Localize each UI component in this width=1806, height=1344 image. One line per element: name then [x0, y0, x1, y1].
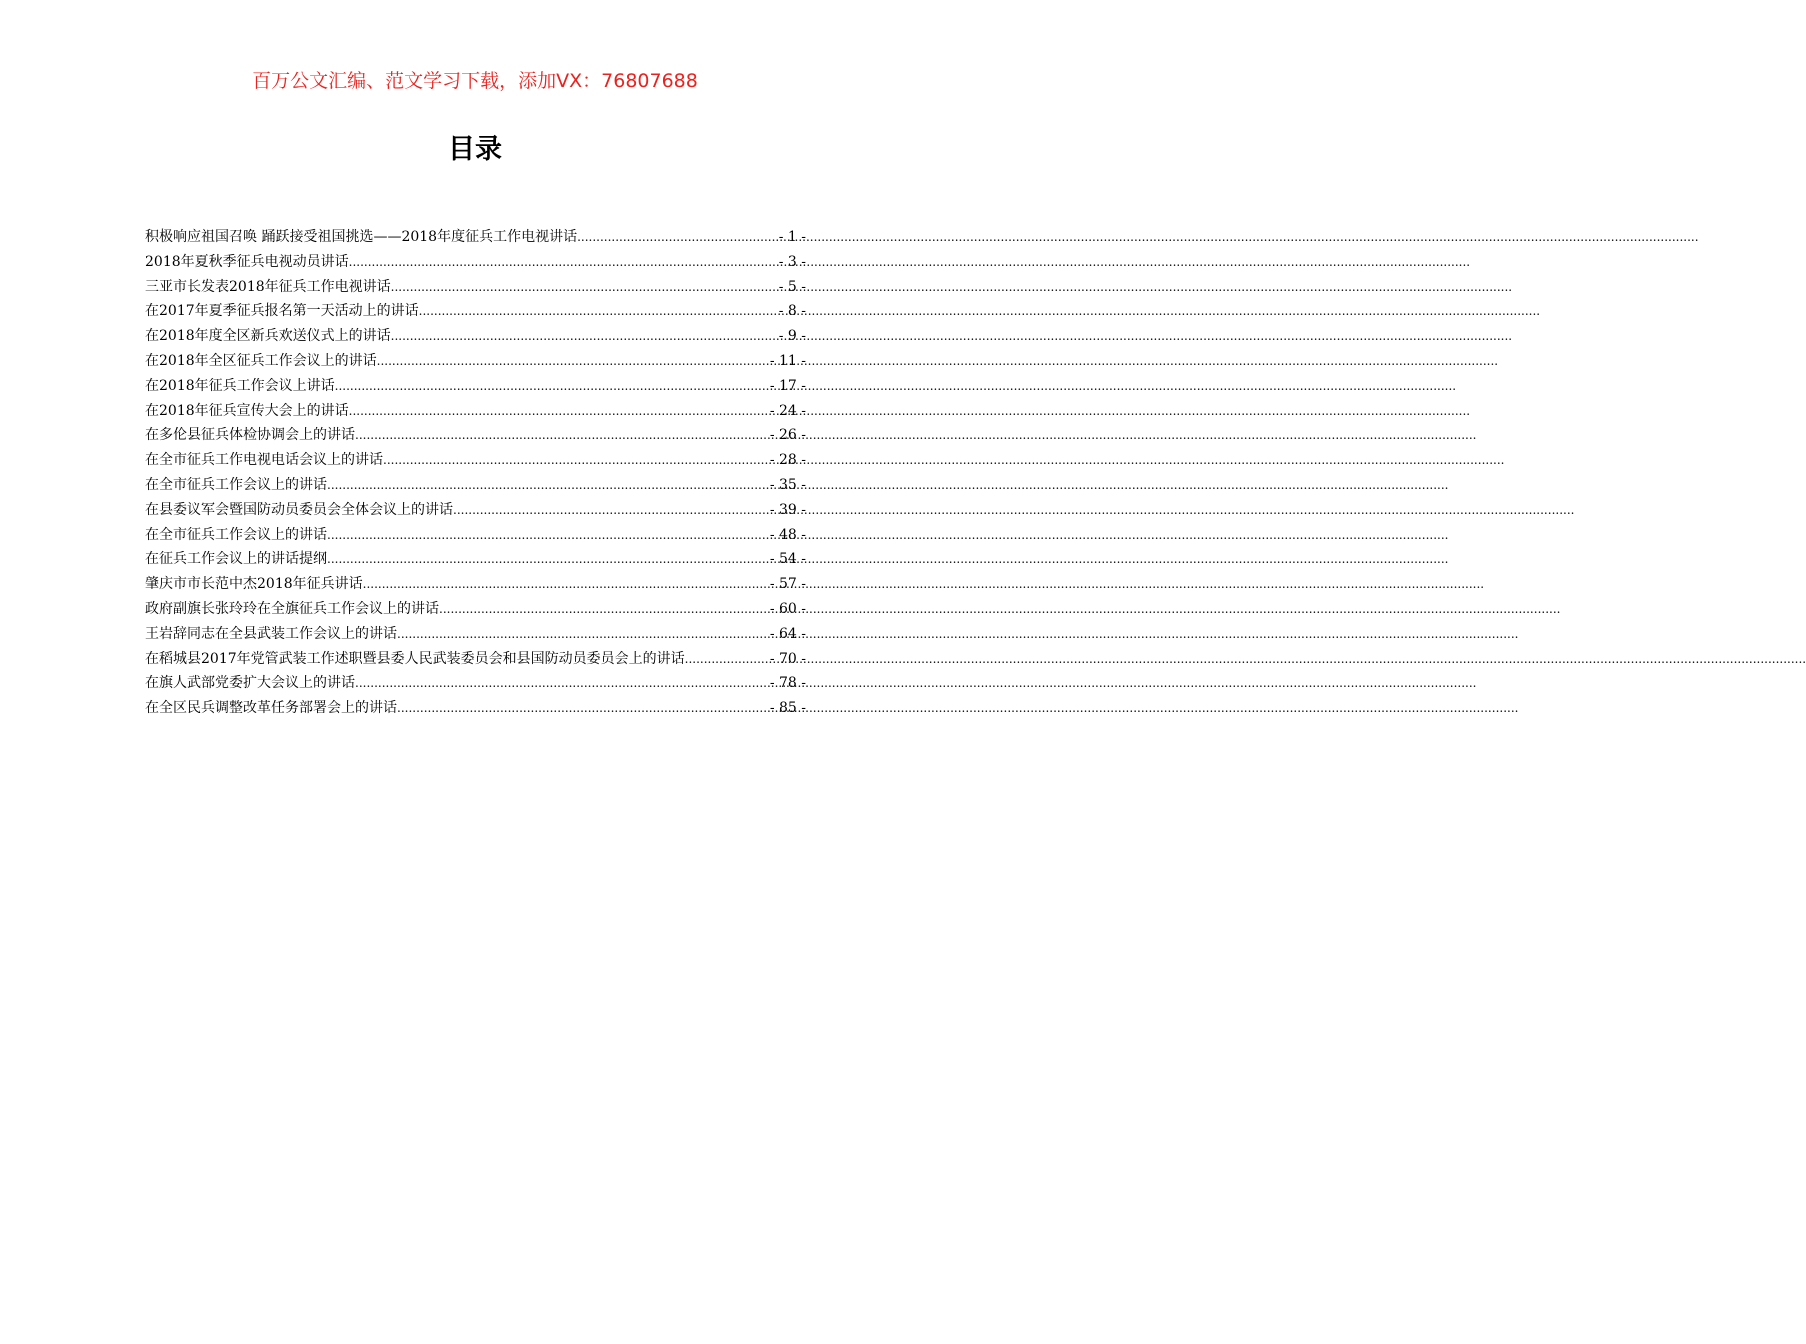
toc-entry-title: 在多伦县征兵体检协调会上的讲话 [145, 427, 355, 444]
header-banner: 百万公文汇编、范文学习下载，添加VX：76807688 [252, 70, 698, 92]
toc-entry[interactable] [145, 399, 806, 424]
toc-entry-page: - 85 - [769, 700, 806, 717]
toc-entry-page: - 78 - [769, 675, 806, 692]
toc-entry-title: 王岩辞同志在全县武装工作会议上的讲话 [145, 625, 397, 642]
toc-entry[interactable] [145, 572, 806, 597]
toc-entry-title: 在全市征兵工作会议上的讲话 [145, 476, 327, 493]
toc-entry-title: 在县委议军会暨国防动员委员会全体会议上的讲话 [145, 501, 453, 518]
toc-leader-dots [391, 324, 778, 349]
toc-entry[interactable] [145, 250, 806, 275]
toc-entry-title: 在2018年征兵宣传大会上的讲话 [145, 402, 349, 419]
toc-entry[interactable] [145, 423, 806, 448]
toc-entry[interactable] [145, 349, 806, 374]
toc-entry[interactable] [145, 523, 806, 548]
toc-entry[interactable] [145, 374, 806, 399]
toc-entry-page: - 26 - [769, 427, 806, 444]
toc-leader-dots [439, 597, 769, 622]
toc-leader-dots [327, 473, 769, 498]
toc-entry[interactable] [145, 225, 806, 250]
toc-leader-dots [327, 523, 769, 548]
toc-entry-page: - 39 - [769, 501, 806, 518]
toc-leader-dots [363, 572, 769, 597]
toc-entry-title: 在2018年度全区新兵欢送仪式上的讲话 [145, 328, 391, 345]
toc-leader-dots [453, 498, 769, 523]
toc-entry-title: 在全市征兵工作会议上的讲话 [145, 526, 327, 543]
toc-entry-page: - 54 - [769, 551, 806, 568]
toc-entry-title: 在2017年夏季征兵报名第一天活动上的讲话 [145, 303, 419, 320]
toc-entry-page: - 5 - [778, 278, 806, 295]
toc-entry-title: 政府副旗长张玲玲在全旗征兵工作会议上的讲话 [145, 600, 439, 617]
toc-entry[interactable] [145, 696, 806, 721]
toc-leader-dots [355, 671, 769, 696]
toc-entry-title: 三亚市长发表2018年征兵工作电视讲话 [145, 278, 391, 295]
toc-entry-page: - 48 - [769, 526, 806, 543]
toc-leader-dots [383, 448, 769, 473]
toc-entry[interactable] [145, 547, 806, 572]
toc-entry-title: 积极响应祖国召唤 踊跃接受祖国挑选——2018年度征兵工作电视讲话 [145, 229, 578, 245]
toc-entry-page: - 8 - [778, 303, 806, 320]
toc-entry[interactable] [145, 299, 806, 324]
toc-entry-title: 在全区民兵调整改革任务部署会上的讲话 [145, 700, 397, 717]
toc-entry[interactable] [145, 275, 806, 300]
toc-entry-title: 在全市征兵工作电视电话会议上的讲话 [145, 452, 383, 469]
toc-entry[interactable] [145, 647, 806, 672]
toc-leader-dots [685, 647, 769, 672]
toc-leader-dots [377, 349, 769, 374]
table-of-contents [145, 225, 806, 721]
toc-leader-dots [349, 250, 778, 275]
toc-entry-title: 在2018年征兵工作会议上讲话 [145, 377, 335, 394]
toc-leader-dots [355, 423, 769, 448]
toc-entry-page: - 1 - [778, 229, 806, 245]
toc-entry-title: 在2018年全区征兵工作会议上的讲话 [145, 352, 377, 369]
toc-leader-dots [397, 696, 769, 721]
toc-entry-page: - 9 - [778, 328, 806, 345]
toc-entry-title: 2018年夏秋季征兵电视动员讲话 [145, 253, 349, 270]
toc-entry-page: - 3 - [778, 253, 806, 270]
toc-entry[interactable] [145, 473, 806, 498]
toc-leader-dots [391, 275, 778, 300]
toc-leader-dots [419, 299, 778, 324]
toc-entry-page: - 64 - [769, 625, 806, 642]
toc-entry-title: 在稻城县2017年党管武装工作述职暨县委人民武装委员会和县国防动员委员会上的讲话 [145, 650, 685, 667]
toc-entry-page: - 17 - [769, 377, 806, 394]
toc-entry-page: - 70 - [769, 650, 806, 667]
toc-entry-title: 肇庆市市长范中杰2018年征兵讲话 [145, 576, 363, 593]
toc-entry-title: 在征兵工作会议上的讲话提纲 [145, 551, 327, 568]
toc-leader-dots [335, 374, 769, 399]
toc-entry[interactable] [145, 597, 806, 622]
page-title: 目录 [448, 134, 502, 165]
toc-entry[interactable] [145, 498, 806, 523]
toc-leader-dots [397, 622, 769, 647]
toc-entry[interactable] [145, 671, 806, 696]
toc-entry-page: - 28 - [769, 452, 806, 469]
toc-entry-page: - 35 - [769, 476, 806, 493]
toc-entry[interactable] [145, 448, 806, 473]
toc-leader-dots [327, 547, 769, 572]
toc-leader-dots [349, 399, 769, 424]
toc-entry-title: 在旗人武部党委扩大会议上的讲话 [145, 675, 355, 692]
toc-entry[interactable] [145, 324, 806, 349]
toc-leader-dots [577, 225, 778, 250]
toc-entry[interactable] [145, 622, 806, 647]
toc-entry-page: - 57 - [769, 576, 806, 593]
toc-entry-page: - 60 - [769, 600, 806, 617]
toc-entry-page: - 24 - [769, 402, 806, 419]
toc-entry-page: - 11 - [769, 352, 806, 369]
